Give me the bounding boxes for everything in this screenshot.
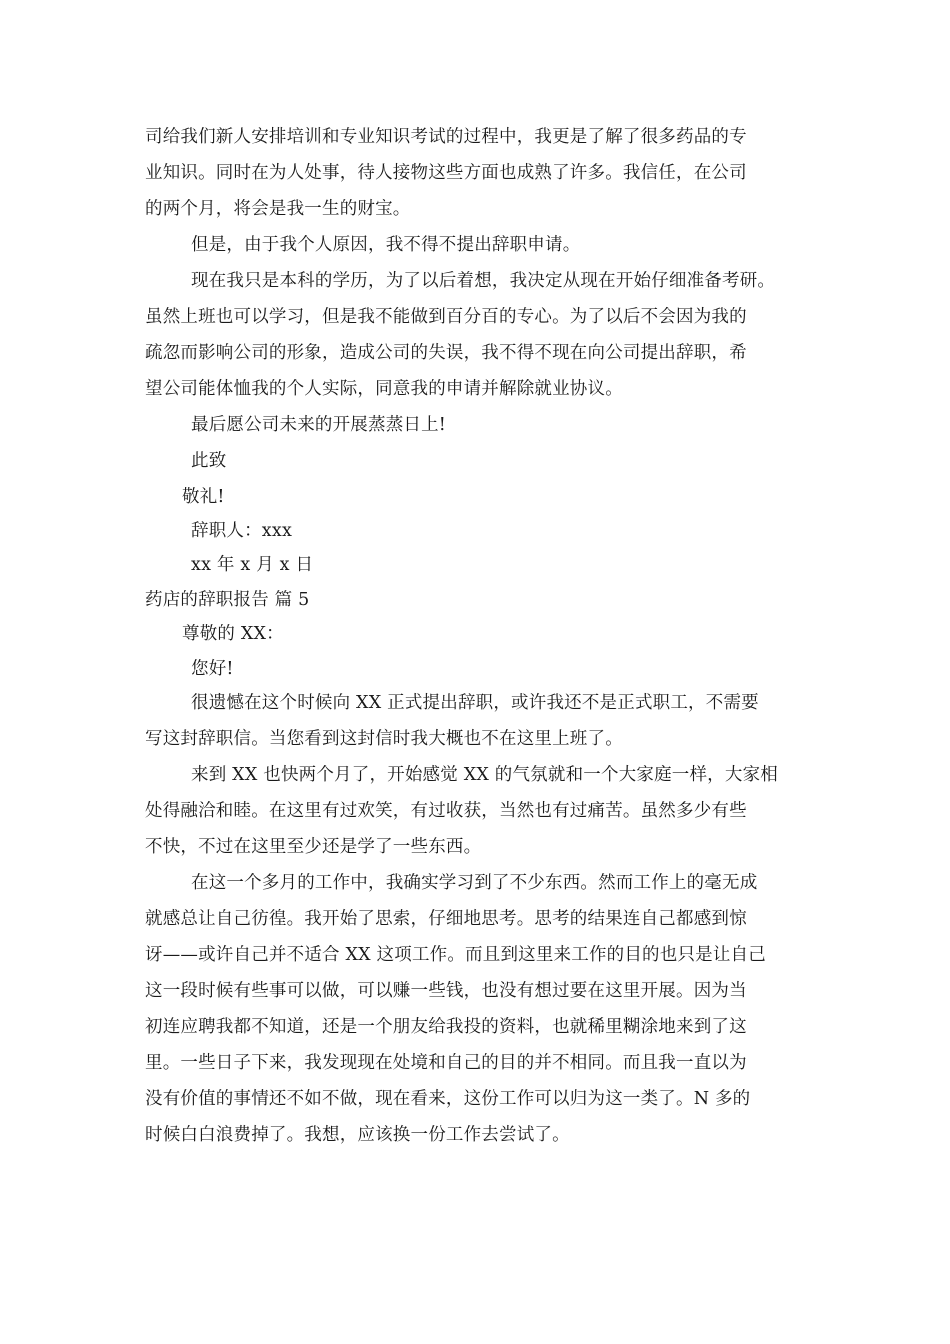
greeting-recipient: 尊敬的 XX： [182,624,284,644]
date-line: xx 年 x 月 x 日 [191,555,314,575]
text-line: 司给我们新人安排培训和专业知识考试的过程中，我更是了解了很多药品的专 [145,127,747,147]
text-line: 讶——或许自己并不适合 XX 这项工作。而且到这里来工作的目的也只是让自己 [145,945,766,965]
text-line: 来到 XX 也快两个月了，开始感觉 XX 的气氛就和一个大家庭一样，大家相 [191,765,778,785]
text-line: 现在我只是本科的学历，为了以后着想，我决定从现在开始仔细准备考研。 [191,271,776,291]
text-line: 写这封辞职信。当您看到这封信时我大概也不在这里上班了。 [145,729,623,749]
section-heading: 药店的辞职报告 篇 5 [145,590,310,610]
text-line: 时候白白浪费掉了。我想，应该换一份工作去尝试了。 [145,1125,570,1145]
text-line: 疏忽而影响公司的形象，造成公司的失误，我不得不现在向公司提出辞职，希 [145,343,747,363]
text-line: 望公司能体恤我的个人实际，同意我的申请并解除就业协议。 [145,379,623,399]
greeting: 您好! [191,659,234,679]
text-line: 但是，由于我个人原因，我不得不提出辞职申请。 [191,235,581,255]
text-line: 最后愿公司未来的开展蒸蒸日上! [191,415,447,435]
text-line: 没有价值的事情还不如不做，现在看来，这份工作可以归为这一类了。N 多的 [145,1089,751,1109]
text-line: 业知识。同时在为人处事，待人接物这些方面也成熟了许多。我信任，在公司 [145,163,747,183]
text-line: 初连应聘我都不知道，还是一个朋友给我投的资料，也就稀里糊涂地来到了这 [145,1017,747,1037]
closing-regards: 敬礼! [182,487,225,507]
text-line: 的两个月，将会是我一生的财宝。 [145,199,411,219]
closing-salutation: 此致 [191,451,227,471]
text-line: 里。一些日子下来，我发现现在处境和自己的目的并不相同。而且我一直以为 [145,1053,747,1073]
text-line: 很遗憾在这个时候向 XX 正式提出辞职，或许我还不是正式职工，不需要 [191,693,759,713]
text-line: 虽然上班也可以学习，但是我不能做到百分百的专心。为了以后不会因为我的 [145,307,747,327]
text-line: 不快，不过在这里至少还是学了一些东西。 [145,837,482,857]
text-line: 在这一个多月的工作中，我确实学习到了不少东西。然而工作上的毫无成 [191,873,758,893]
text-line: 这一段时候有些事可以做，可以赚一些钱，也没有想过要在这里开展。因为当 [145,981,747,1001]
text-line: 处得融洽和睦。在这里有过欢笑，有过收获，当然也有过痛苦。虽然多少有些 [145,801,747,821]
text-line: 就感总让自己彷徨。我开始了思索，仔细地思考。思考的结果连自己都感到惊 [145,909,747,929]
signature-line: 辞职人：xxx [191,521,293,541]
